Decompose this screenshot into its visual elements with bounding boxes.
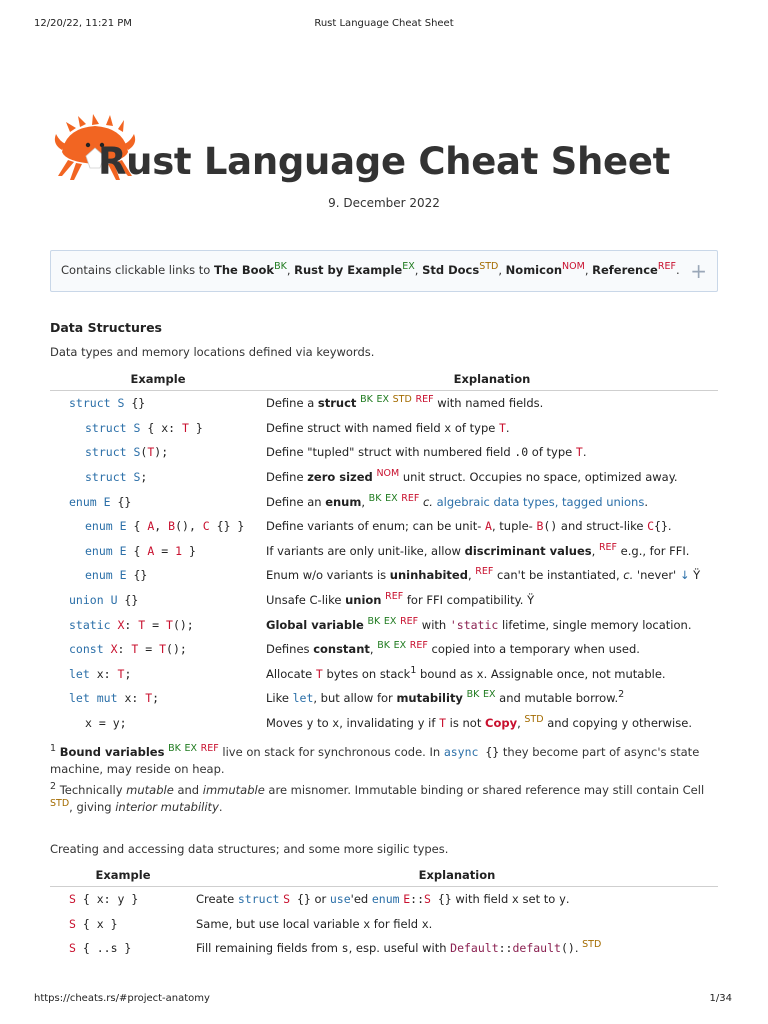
table-row bbox=[50, 686, 718, 711]
explanation-cell: Fill remaining fields from s, esp. useful with Default::default(). $^{STD}$ bbox=[196, 939, 602, 956]
doc-date: 9. December 2022 bbox=[328, 196, 440, 210]
explanation-cell: Allocate T bytes on stack$^1$ bound as x. Assignable once, not mutable. bbox=[266, 664, 666, 681]
example-cell[interactable]: static X: T = T(); bbox=[69, 617, 194, 632]
link-reference[interactable]: Reference bbox=[592, 263, 658, 277]
table-header-row bbox=[50, 868, 718, 887]
print-page-number: 1/34 bbox=[709, 993, 732, 1004]
table-row bbox=[50, 912, 718, 937]
example-cell[interactable]: x = y; bbox=[85, 716, 127, 731]
explanation-cell: Define an enum, $^{BK}$ $^{EX}$ $^{REF}$ c. algebraic data types, tagged unions. bbox=[266, 492, 648, 509]
print-title: Rust Language Cheat Sheet bbox=[314, 18, 454, 29]
example-cell[interactable]: enum E { A, B(), C {} } bbox=[85, 519, 245, 534]
link-algebraic-data-types[interactable]: algebraic data types bbox=[432, 494, 555, 509]
example-cell[interactable]: enum E { A = 1 } bbox=[85, 543, 196, 558]
link-std-docs[interactable]: Std Docs bbox=[422, 263, 480, 277]
section-heading: Data Structures bbox=[50, 320, 162, 335]
link-nomicon[interactable]: Nomicon bbox=[505, 263, 563, 277]
explanation-cell: Like let, but allow for mutability $^{BK}$ $^{EX}$ and mutable borrow.$^2$ bbox=[266, 689, 625, 706]
example-cell[interactable]: S { x } bbox=[69, 916, 118, 931]
explanation-cell: Create struct S {} or use'ed enum E::S {} with field x set to y. bbox=[196, 892, 570, 907]
table-row bbox=[50, 539, 718, 564]
print-date: 12/20/22, 11:21 PM bbox=[34, 18, 132, 29]
column-header-example: Example bbox=[50, 868, 196, 887]
create-access-table bbox=[50, 868, 718, 961]
down-arrow-icon[interactable]: ↓ bbox=[679, 568, 690, 583]
explanation-cell: Same, but use local variable x for field x. bbox=[196, 916, 433, 931]
example-cell[interactable]: S { x: y } bbox=[69, 892, 139, 907]
example-cell[interactable]: struct S { x: T } bbox=[85, 420, 203, 435]
intro-text: Contains clickable links to The Book$^{BK}$, Rust by Example$^{EX}$, Std Docs$^{STD}$, Nomicon$^{NOM}$, Reference$^{REF}$. bbox=[61, 261, 680, 277]
explanation-cell: Define a struct $^{BK}$ $^{EX}$ $^{STD}$ $^{REF}$ with named fields. bbox=[266, 394, 544, 411]
table-row bbox=[50, 662, 718, 687]
table-row bbox=[50, 514, 718, 539]
link-rust-by-example[interactable]: Rust by Example bbox=[294, 263, 403, 277]
table-row bbox=[50, 936, 718, 961]
goblet-icon: Ÿ bbox=[527, 593, 535, 608]
table2-intro: Creating and accessing data structures; and some more sigilic types. bbox=[50, 842, 449, 856]
example-cell[interactable]: let x: T; bbox=[69, 666, 132, 681]
table-row bbox=[50, 416, 718, 441]
footnote-2: $^2$ Technically mutable and immutable are misnomer. Immutable binding or shared reference may still contain Cell $^{STD}$, giving interior mutability. bbox=[50, 781, 705, 814]
link-tagged-unions[interactable]: tagged unions bbox=[558, 494, 645, 509]
plus-icon[interactable]: + bbox=[690, 259, 707, 283]
explanation-cell: If variants are only unit-like, allow discriminant values, $^{REF}$ e.g., for FFI. bbox=[266, 541, 690, 558]
table-header-row bbox=[50, 372, 718, 391]
example-cell[interactable]: union U {} bbox=[69, 593, 139, 608]
example-cell[interactable]: enum E {} bbox=[69, 494, 132, 509]
explanation-cell: Enum w/o variants is uninhabited, $^{REF}$ can't be instantiated, c. 'never' ↓ Ÿ bbox=[266, 566, 701, 583]
table-row bbox=[50, 711, 718, 736]
explanation-cell: Unsafe C-like union $^{REF}$ for FFI compatibility. Ÿ bbox=[266, 591, 535, 608]
explanation-cell: Define "tupled" struct with numbered field .0 of type T. bbox=[266, 445, 587, 460]
example-cell[interactable]: struct S(T); bbox=[85, 445, 169, 460]
table-row bbox=[50, 887, 718, 912]
explanation-cell: Defines constant, $^{BK}$ $^{EX}$ $^{REF}$ copied into a temporary when used. bbox=[266, 640, 640, 657]
table-row bbox=[50, 391, 718, 416]
data-structures-table bbox=[50, 372, 718, 735]
table-row bbox=[50, 637, 718, 662]
example-cell[interactable]: let mut x: T; bbox=[69, 691, 160, 706]
page-title: Rust Language Cheat Sheet bbox=[97, 140, 671, 183]
explanation-cell: Global variable $^{BK}$ $^{EX}$ $^{REF}$ with 'static lifetime, single memory location. bbox=[266, 615, 692, 632]
example-cell[interactable]: S { ..s } bbox=[69, 941, 132, 956]
table-row bbox=[50, 465, 718, 490]
intro-box bbox=[50, 250, 718, 292]
section-subtitle: Data types and memory locations defined via keywords. bbox=[50, 345, 375, 359]
explanation-cell: Moves y to x, invalidating y if T is not Copy, $^{STD}$ and copying y otherwise. bbox=[266, 714, 692, 731]
table-row bbox=[50, 489, 718, 514]
example-cell[interactable]: enum E {} bbox=[85, 568, 148, 583]
explanation-cell: Define zero sized $^{NOM}$ unit struct. Occupies no space, optimized away. bbox=[266, 468, 678, 485]
footnote-1: $^1$ Bound variables $^{BK}$ $^{EX}$ $^{REF}$ live on stack for synchronous code. In async {} they become part of async's state machine, may reside on heap. bbox=[50, 743, 700, 776]
column-header-explanation: Explanation bbox=[266, 372, 718, 391]
explanation-cell: Define variants of enum; can be unit- A, tuple- B() and struct-like C{}. bbox=[266, 519, 672, 534]
column-header-example: Example bbox=[50, 372, 266, 391]
example-cell[interactable]: struct S {} bbox=[69, 396, 146, 411]
link-the-book[interactable]: The Book bbox=[214, 263, 275, 277]
goblet-icon: Ÿ bbox=[693, 568, 701, 583]
column-header-explanation: Explanation bbox=[196, 868, 718, 887]
example-cell[interactable]: struct S; bbox=[85, 470, 148, 485]
print-url: https://cheats.rs/#project-anatomy bbox=[34, 993, 210, 1004]
table-row bbox=[50, 612, 718, 637]
explanation-cell: Define struct with named field x of type T. bbox=[266, 420, 510, 435]
table-row bbox=[50, 588, 718, 613]
table-row bbox=[50, 563, 718, 588]
table-row bbox=[50, 440, 718, 465]
example-cell[interactable]: const X: T = T(); bbox=[69, 642, 187, 657]
